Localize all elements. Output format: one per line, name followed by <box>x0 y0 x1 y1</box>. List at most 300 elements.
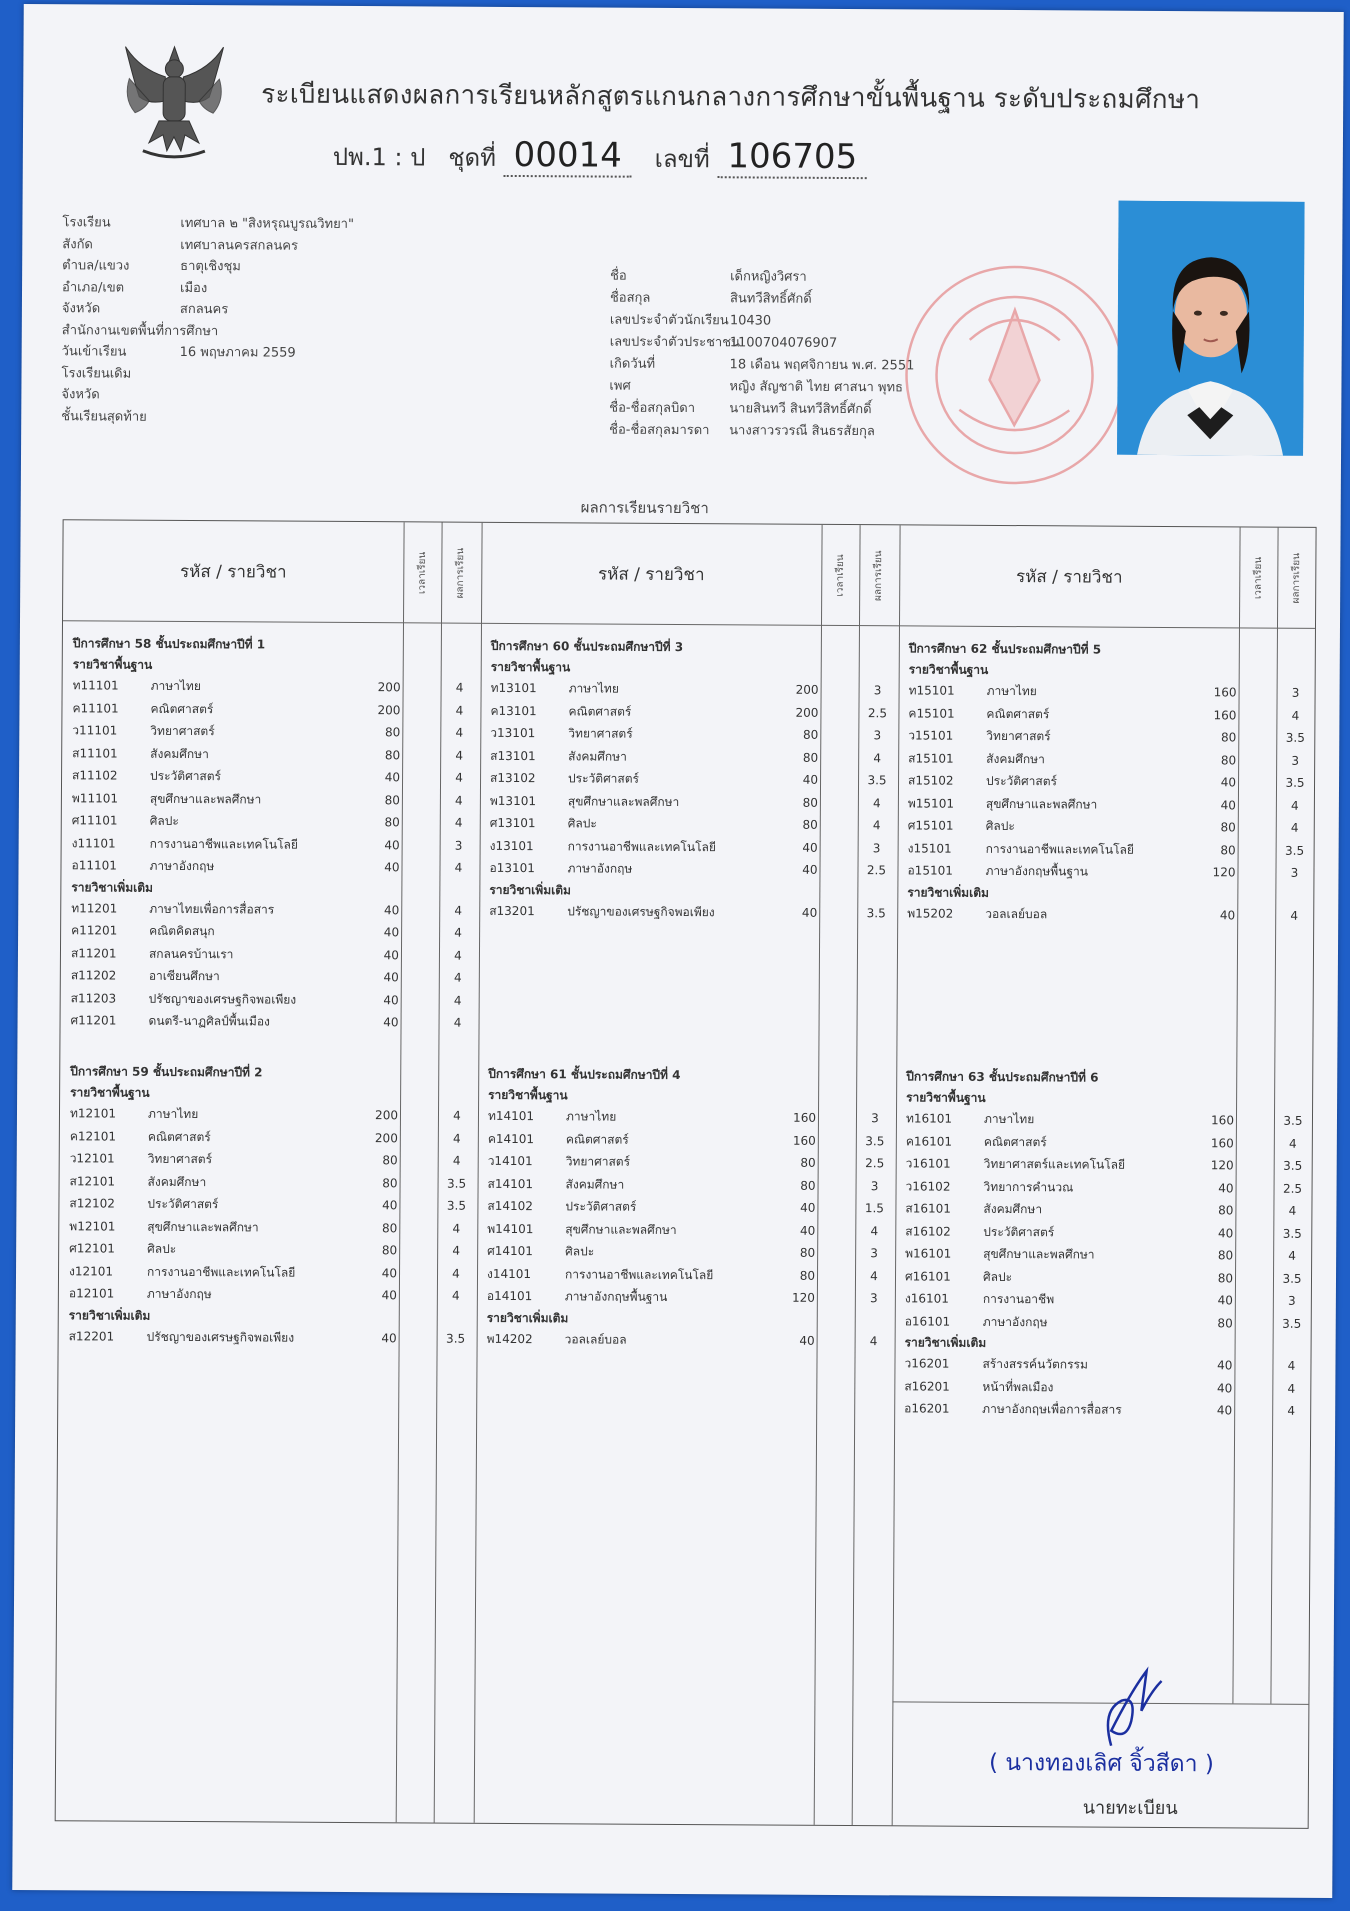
subject-hours: 40 <box>1220 797 1236 812</box>
subject-hours: 40 <box>1217 1380 1233 1395</box>
subject-hours: 80 <box>1217 1315 1233 1330</box>
school-info-value: ธาตุเชิงชุม <box>180 258 241 275</box>
subject-hours: 160 <box>792 1133 816 1148</box>
subject-name: คณิตศาสตร์ <box>986 706 1050 721</box>
subject-row <box>904 1375 1310 1400</box>
subject-grade: 4 <box>1291 708 1300 723</box>
subject-code: ว13101 <box>490 725 536 741</box>
year-heading: ปีการศึกษา 62 ชั้นประถมศึกษาปีที่ 5 <box>908 641 1102 657</box>
subject-name: สังคมศึกษา <box>150 746 209 761</box>
subject-row <box>906 1130 1312 1155</box>
student-info-label: ชื่อ-ชื่อสกุลบิดา <box>609 400 696 417</box>
subject-code: อ11101 <box>71 858 117 873</box>
subject-grade: 4 <box>872 818 881 833</box>
subject-code: ค14101 <box>487 1131 535 1146</box>
subject-row <box>69 1215 475 1240</box>
hours-column-header <box>821 525 860 625</box>
subject-row <box>487 1327 893 1352</box>
subject-code: ส16201 <box>904 1378 950 1394</box>
subject-code: ศ15101 <box>907 818 954 833</box>
subject-name: ปรัชญาของเศรษฐกิจพอเพียง <box>146 1329 295 1345</box>
subject-row <box>488 1127 894 1152</box>
subject-hours: 200 <box>795 705 819 720</box>
subject-name: ประวัติศาสตร์ <box>983 1224 1055 1239</box>
school-info-label: ตำบล/แขวง <box>62 258 130 274</box>
subject-code: ง13101 <box>489 838 534 853</box>
subject-row <box>490 834 896 859</box>
subject-hours: 80 <box>381 1243 398 1258</box>
student-info-row <box>610 332 915 356</box>
year-heading: ปีการศึกษา 63 ชั้นประถมศึกษาปีที่ 6 <box>906 1069 1099 1085</box>
subject-hours: 40 <box>799 1223 816 1238</box>
subject-name: ภาษาไทย <box>565 1109 617 1124</box>
subject-name: การงานอาชีพและเทคโนโลยี <box>567 838 716 854</box>
subject-grade: 3.5 <box>1282 1271 1302 1286</box>
subject-row <box>71 854 477 879</box>
subject-hours: 40 <box>384 860 400 875</box>
student-info-value: 10430 <box>729 313 772 329</box>
basic-subjects-label: รายวิชาพื้นฐาน <box>906 1090 986 1105</box>
subject-name: สร้างสรรค์นวัตกรรม <box>982 1356 1088 1372</box>
subject-code: ส14102 <box>487 1198 533 1214</box>
subject-grade: 3.5 <box>1282 1226 1302 1241</box>
subject-hours: 160 <box>793 1110 817 1125</box>
subject-code: ส11201 <box>70 945 117 961</box>
subject-grade: 3.5 <box>867 773 887 788</box>
school-info-row <box>62 298 354 321</box>
subject-row <box>908 792 1314 817</box>
subject-code: ค11101 <box>72 700 119 716</box>
subject-code: ท14101 <box>487 1108 535 1124</box>
subject-name: ภาษาอังกฤษ <box>146 1286 212 1302</box>
subject-name: ประวัติศาสตร์ <box>568 771 640 786</box>
student-info-label: ชื่อ-ชื่อสกุลมารดา <box>609 422 710 439</box>
school-info-label: วันเข้าเรียน <box>61 344 127 360</box>
school-info-label: จังหวัด <box>61 387 100 403</box>
subject-grade: 4 <box>453 970 462 985</box>
subject-grade: 4 <box>1288 1136 1297 1151</box>
subject-name: ภาษาอังกฤษ <box>149 858 215 874</box>
subject-name: สังคมศึกษา <box>565 1176 625 1192</box>
school-info-value: สกลนคร <box>179 301 229 318</box>
subject-grade: 4 <box>873 750 882 765</box>
subject-row <box>490 699 896 724</box>
subject-grade: 4 <box>1291 798 1299 813</box>
year-block <box>907 637 1315 926</box>
subject-code: อ13101 <box>489 860 535 876</box>
student-info-label: เพศ <box>609 378 631 394</box>
subject-row <box>490 812 896 837</box>
subject-code: ง14101 <box>486 1266 532 1281</box>
additional-subjects-label: รายวิชาเพิ่มเติม <box>489 882 571 897</box>
subject-row <box>907 859 1313 884</box>
subject-row <box>489 857 895 882</box>
subject-hours: 40 <box>1220 775 1237 790</box>
subject-hours: 200 <box>377 680 401 695</box>
subject-hours: 40 <box>802 862 818 877</box>
student-info-row <box>609 420 914 444</box>
subject-grade: 2.5 <box>865 1156 885 1171</box>
subject-code: ส13101 <box>490 748 536 763</box>
subject-grade: 3.5 <box>1283 1113 1303 1128</box>
subject-code: ว11101 <box>72 723 118 738</box>
subject-grade: 3.5 <box>1282 1316 1302 1331</box>
subject-name: ศิลปะ <box>982 1269 1013 1284</box>
subject-name: ศิลปะ <box>567 816 597 831</box>
subject-hours: 80 <box>385 725 401 740</box>
subject-name: สุขศึกษาและพลศึกษา <box>565 1221 677 1237</box>
subject-name: วอลเลย์บอล <box>985 906 1048 921</box>
subject-name: วิทยาศาสตร์ <box>565 1154 631 1169</box>
subject-grade: 4 <box>455 770 463 785</box>
subject-row <box>489 899 895 924</box>
subject-row <box>908 724 1314 749</box>
subject-name: คณิตศาสตร์ <box>568 703 632 719</box>
subject-grade: 4 <box>873 795 881 810</box>
subject-hours: 40 <box>802 840 818 855</box>
subject-code: อ12101 <box>68 1286 115 1301</box>
subject-row <box>70 1125 476 1150</box>
subject-code: ส14101 <box>487 1176 534 1191</box>
subject-code: ท15101 <box>908 683 955 698</box>
subject-code: ส11102 <box>72 768 118 783</box>
student-info-row <box>610 266 915 290</box>
subject-grade: 4 <box>455 680 464 695</box>
subject-row <box>72 764 478 789</box>
subject-hours: 40 <box>381 1330 397 1345</box>
student-info-row <box>609 398 914 422</box>
subject-grade: 3.5 <box>866 905 886 920</box>
results-table <box>55 519 1317 1829</box>
hours-column-header <box>403 522 442 622</box>
subject-row <box>72 809 478 834</box>
subject-grade: 4 <box>452 1153 461 1168</box>
grade-header-text: ผลการเรียน <box>454 547 466 598</box>
subject-hours: 80 <box>382 1175 398 1190</box>
document-number: 106705 <box>727 136 858 178</box>
subject-grade: 4 <box>452 1266 460 1281</box>
subject-hours: 200 <box>377 702 401 717</box>
subject-code: ส12101 <box>69 1173 116 1189</box>
grade-header-text: ผลการเรียน <box>1290 552 1302 604</box>
subject-hours: 40 <box>384 770 401 785</box>
additional-subjects-label: รายวิชาเพิ่มเติม <box>904 1335 987 1350</box>
registrar-title: นายทะเบียน <box>1082 1797 1178 1820</box>
subject-code: ศ13101 <box>489 815 536 831</box>
subject-hours: 200 <box>374 1130 398 1145</box>
additional-subjects-label: รายวิชาเพิ่มเติม <box>71 879 153 895</box>
subject-code: ท13101 <box>490 680 537 696</box>
subject-code: ส11202 <box>70 968 117 983</box>
subject-code: ว16201 <box>904 1356 950 1371</box>
subject-row <box>908 747 1314 772</box>
subject-name: สังคมศึกษา <box>147 1174 207 1189</box>
subject-name: ภาษาไทยเพื่อการสื่อสาร <box>149 901 275 917</box>
subject-code: พ15101 <box>907 795 955 811</box>
subject-hours: 80 <box>381 1220 398 1235</box>
subject-code: ส12201 <box>68 1328 115 1344</box>
garuda-emblem-icon <box>119 39 230 165</box>
school-info-row <box>62 320 354 343</box>
subject-code: ศ11101 <box>71 813 118 828</box>
subject-code: ว16102 <box>905 1178 951 1194</box>
registrar-name: ( นางทองเลิศ จิ้วสีดา ) <box>988 1749 1214 1778</box>
subject-grade: 3 <box>873 728 882 743</box>
subject-name: สังคมศึกษา <box>986 751 1045 766</box>
subject-grade: 4 <box>454 925 462 940</box>
subject-name: วอลเลย์บอล <box>564 1331 627 1347</box>
subject-grade: 4 <box>452 1131 461 1146</box>
subject-grade: 4 <box>454 860 463 875</box>
subject-hours: 80 <box>384 792 400 807</box>
subject-hours: 40 <box>1219 907 1236 922</box>
subject-hours: 120 <box>1212 865 1236 880</box>
subject-grade: 4 <box>1290 908 1299 923</box>
subject-code: ส16102 <box>905 1223 951 1239</box>
subject-hours: 40 <box>381 1288 397 1303</box>
subject-row <box>72 719 478 744</box>
subject-hours: 40 <box>1216 1403 1233 1418</box>
student-info-value: 18 เดือน พฤศจิกายน พ.ศ. 2551 <box>729 357 915 374</box>
subject-row <box>906 1107 1312 1132</box>
subject-code: ว15101 <box>908 728 954 743</box>
subject-hours: 80 <box>1220 842 1236 857</box>
basic-subjects-label: รายวิชาพื้นฐาน <box>488 1087 568 1103</box>
subject-hours: 40 <box>381 1265 398 1280</box>
subject-name: ภาษาอังกฤษ <box>982 1314 1048 1329</box>
subject-hours: 40 <box>1218 1180 1234 1195</box>
subject-grade: 3.5 <box>1285 775 1305 790</box>
subject-name: ศิลปะ <box>985 818 1015 834</box>
subject-grade: 4 <box>870 1268 878 1283</box>
subject-hours: 200 <box>795 682 819 697</box>
school-info-label: โรงเรียนเดิม <box>61 365 132 382</box>
subject-row <box>70 1147 476 1172</box>
subject-code: ง15101 <box>907 840 952 856</box>
subject-name: สุขศึกษาและพลศึกษา <box>149 791 262 806</box>
subject-name: ศิลปะ <box>149 813 179 828</box>
subject-hours: 80 <box>1217 1248 1234 1263</box>
subject-row <box>488 1105 894 1130</box>
transcript-document <box>12 4 1343 1898</box>
subject-row <box>904 1397 1310 1422</box>
subject-name: วิทยาการคำนวณ <box>983 1179 1074 1194</box>
set-label: ชุดที่ <box>448 143 497 172</box>
subject-row <box>69 1260 475 1285</box>
results-heading: ผลการเรียนรายวิชา <box>580 498 709 518</box>
subject-row <box>905 1197 1311 1222</box>
subject-grade: 4 <box>452 1243 461 1258</box>
subject-name: ดนตรี-นาฏศิลป์พื้นเมือง <box>148 1013 270 1029</box>
subject-name: อาเซียนศึกษา <box>148 968 220 984</box>
subject-grade: 3.5 <box>446 1331 466 1346</box>
subject-hours: 40 <box>799 1333 815 1348</box>
subject-row <box>73 674 479 699</box>
subject-row <box>907 902 1313 927</box>
school-info-label: โรงเรียน <box>62 215 111 231</box>
subject-row <box>491 677 897 702</box>
subject-row <box>71 919 477 944</box>
subject-grade: 4 <box>455 748 464 763</box>
subject-row <box>908 769 1314 794</box>
subject-hours: 80 <box>384 815 400 830</box>
subject-code: อ16201 <box>904 1401 950 1416</box>
subject-hours: 80 <box>1220 730 1237 745</box>
school-info-row <box>61 363 353 386</box>
subject-name: การงานอาชีพและเทคโนโลยี <box>146 1264 296 1280</box>
year-block <box>487 1063 895 1352</box>
subject-name: วิทยาศาสตร์ <box>150 723 215 739</box>
student-info-row <box>610 310 915 334</box>
subject-name: หน้าที่พลเมือง <box>982 1379 1054 1394</box>
subject-name: ภาษาอังกฤษ <box>567 861 633 876</box>
subject-code: ค15101 <box>908 705 955 721</box>
subject-grade: 4 <box>452 1221 461 1236</box>
subject-row <box>70 1102 476 1127</box>
subject-name: การงานอาชีพ <box>982 1291 1055 1307</box>
year-block <box>69 1060 477 1349</box>
subject-name: สุขศึกษาและพลศึกษา <box>983 1246 1095 1262</box>
subject-code: ง11101 <box>71 835 116 851</box>
subject-grade: 3 <box>454 838 463 853</box>
school-info-label: สำนักงานเขตพื้นที่การศึกษา <box>61 322 219 339</box>
subject-name: ประวัติศาสตร์ <box>565 1199 637 1214</box>
subject-row <box>905 1175 1311 1200</box>
student-info-value: สินทวีสิทธิ์ศักดิ์ <box>729 291 812 307</box>
school-info-row <box>61 406 353 429</box>
hours-column-header <box>1239 527 1278 627</box>
basic-subjects-label: รายวิชาพื้นฐาน <box>908 662 989 677</box>
subject-grade: 4 <box>870 1223 879 1238</box>
subject-hours: 40 <box>383 947 400 962</box>
subject-name: ปรัชญาของเศรษฐกิจพอเพียง <box>567 903 715 919</box>
subject-hours: 160 <box>1211 1113 1235 1128</box>
subject-grade: 3 <box>872 840 881 855</box>
subject-row <box>487 1240 893 1265</box>
year-heading: ปีการศึกษา 58 ชั้นประถมศึกษาปีที่ 1 <box>72 636 266 652</box>
year-heading: ปีการศึกษา 61 ชั้นประถมศึกษาปีที่ 4 <box>488 1066 681 1083</box>
subject-name: คณิตศาสตร์ <box>983 1134 1047 1149</box>
subject-code: ศ16101 <box>904 1268 951 1284</box>
subject-code: พ16101 <box>905 1246 952 1261</box>
student-info-label: ชื่อ <box>610 268 627 284</box>
year-heading: ปีการศึกษา 60 ชั้นประถมศึกษาปีที่ 3 <box>490 638 684 655</box>
subject-code: ท12101 <box>69 1106 117 1121</box>
subject-grade: 4 <box>455 725 464 740</box>
subject-grade: 4 <box>453 1108 461 1123</box>
subject-hours: 40 <box>383 992 399 1007</box>
subject-name: สุขศึกษาและพลศึกษา <box>567 793 680 809</box>
student-photo <box>1117 201 1305 456</box>
subject-row <box>71 897 477 922</box>
subject-hours: 80 <box>802 727 819 742</box>
subject-grade: 4 <box>1288 1248 1297 1263</box>
subject-row <box>69 1192 475 1217</box>
subject-grade: 4 <box>454 948 462 963</box>
subject-grade: 4 <box>454 903 463 918</box>
subject-row <box>69 1325 475 1350</box>
hours-header-text: เวลาเรียน <box>416 551 428 594</box>
subject-grade: 4 <box>454 815 463 830</box>
subject-name: การงานอาชีพและเทคโนโลยี <box>985 841 1134 857</box>
subject-name: คณิตศาสตร์ <box>150 701 214 716</box>
set-number: 00014 <box>513 134 622 176</box>
subject-row <box>908 837 1314 862</box>
grade-column-header <box>441 523 480 623</box>
subject-row <box>487 1195 893 1220</box>
school-info-label: สังกัด <box>62 236 93 252</box>
subject-row <box>72 742 478 767</box>
subject-row <box>72 787 478 812</box>
subject-row <box>70 1170 476 1195</box>
subject-grade: 4 <box>1287 1403 1296 1418</box>
subject-grade: 3.5 <box>865 1133 885 1148</box>
subject-grade: 3.5 <box>1285 730 1305 745</box>
subject-hours: 80 <box>800 1155 816 1170</box>
subject-row <box>490 767 896 792</box>
subject-name: ประวัติศาสตร์ <box>150 768 222 784</box>
subject-hours: 80 <box>802 795 818 810</box>
subject-code: ท11101 <box>72 678 119 693</box>
subject-grade: 2.5 <box>867 705 888 720</box>
subject-grade: 3 <box>1288 1293 1296 1308</box>
student-info-row <box>609 376 914 400</box>
school-info-row <box>62 234 354 257</box>
subject-code: ท11201 <box>71 900 118 916</box>
subject-grade: 4 <box>1287 1381 1296 1396</box>
subject-row <box>487 1262 893 1287</box>
subject-name: ประวัติศาสตร์ <box>147 1196 219 1212</box>
subject-hours: 80 <box>1218 1203 1234 1218</box>
subject-hours: 40 <box>801 905 818 920</box>
student-info-row <box>610 354 915 378</box>
subject-name: ประวัติศาสตร์ <box>986 773 1058 789</box>
subject-code: ส12102 <box>69 1196 115 1211</box>
student-info-row <box>610 288 915 312</box>
subject-hours: 120 <box>791 1290 815 1305</box>
student-info-value: หญิง สัญชาติ ไทย ศาสนา พุทธ <box>729 379 904 396</box>
subject-name: สังคมศึกษา <box>568 748 627 764</box>
subject-hours: 40 <box>1217 1225 1234 1240</box>
subject-hours: 40 <box>383 902 400 917</box>
subject-hours: 80 <box>1217 1270 1234 1285</box>
subject-hours: 40 <box>383 970 399 985</box>
subject-name: ปรัชญาของเศรษฐกิจพอเพียง <box>148 991 297 1007</box>
subject-name: ศิลปะ <box>147 1241 177 1256</box>
subject-grade: 3 <box>870 1178 879 1193</box>
subject-name: คณิตศาสตร์ <box>147 1129 211 1144</box>
subject-row <box>488 1172 894 1197</box>
school-info-row <box>62 255 354 278</box>
subject-code: อ16101 <box>904 1313 951 1329</box>
subject-grade: 3.5 <box>446 1198 467 1213</box>
subject-code: พ15202 <box>907 905 954 921</box>
subject-row <box>69 1282 475 1307</box>
student-info-value: นายสินทวี สินทวีสิทธิ์ศักดิ์ <box>729 401 872 418</box>
subject-code: ว12101 <box>69 1151 115 1166</box>
subject-grade: 4 <box>869 1333 878 1348</box>
student-info <box>609 266 915 444</box>
subject-row <box>490 722 896 747</box>
subject-hours: 160 <box>1213 707 1237 722</box>
subject-code: พ14101 <box>487 1221 534 1236</box>
subject-code: ส11101 <box>72 745 118 761</box>
subject-grade: 2.5 <box>866 863 887 878</box>
basic-subjects-label: รายวิชาพื้นฐาน <box>72 657 153 672</box>
subject-row <box>905 1265 1311 1290</box>
subject-name: การงานอาชีพและเทคโนโลยี <box>149 836 299 852</box>
subject-grade: 3 <box>873 683 882 698</box>
